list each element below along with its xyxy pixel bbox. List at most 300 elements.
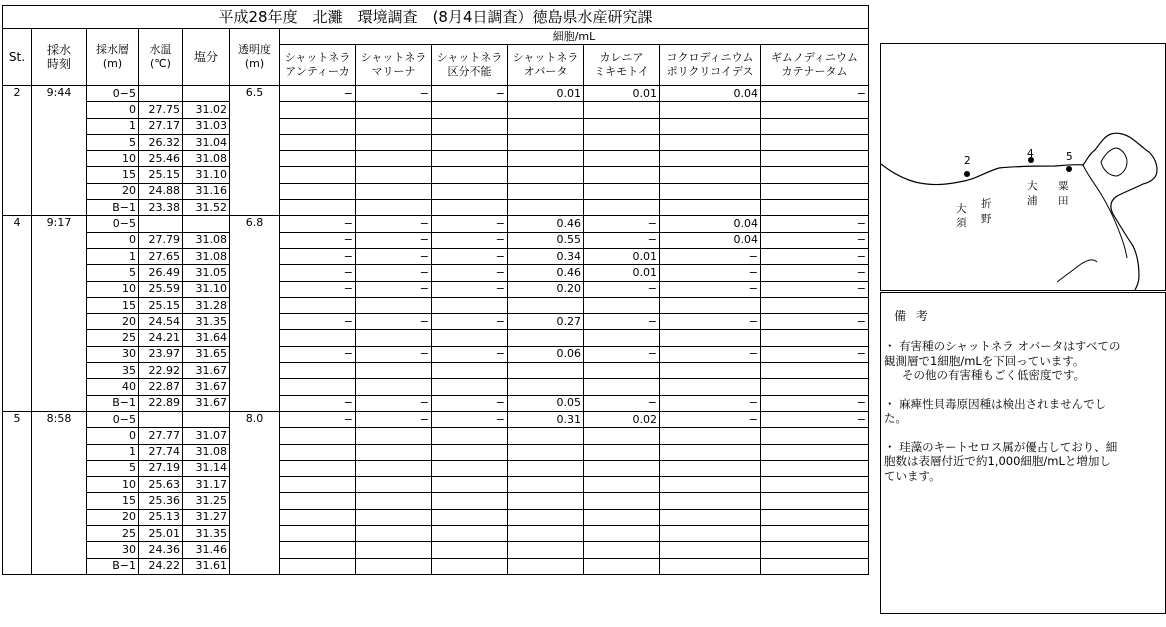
cell-count <box>660 558 761 574</box>
col-header-time <box>32 29 87 86</box>
cell-count <box>356 379 432 395</box>
temp-cell: 25.63 <box>139 477 183 493</box>
header-line: ポリクリコイデス <box>666 65 754 78</box>
cell-count: − <box>660 314 761 330</box>
cell-count: − <box>660 411 761 427</box>
cell-count: 0.34 <box>508 248 584 264</box>
cell-count: − <box>761 232 869 248</box>
salinity-cell: 31.67 <box>183 363 230 379</box>
cell-count <box>356 200 432 216</box>
cell-count <box>280 102 356 118</box>
salinity-cell: 31.08 <box>183 151 230 167</box>
header-line: 透明度 <box>238 43 271 56</box>
cell-count <box>584 297 660 313</box>
col-header-temp <box>139 29 183 86</box>
cell-count <box>660 460 761 476</box>
cell-count: − <box>356 281 432 297</box>
depth-cell: B−1 <box>87 558 139 574</box>
cell-count: − <box>584 395 660 411</box>
cell-count: − <box>356 411 432 427</box>
cell-count <box>280 558 356 574</box>
cell-count <box>432 118 508 134</box>
sampling-time: 9:44 <box>32 86 87 216</box>
depth-cell: 0 <box>87 232 139 248</box>
cell-count <box>508 363 584 379</box>
cell-count <box>660 477 761 493</box>
cell-count <box>432 151 508 167</box>
cell-count <box>761 379 869 395</box>
station-marker-5 <box>1066 166 1072 172</box>
table-row <box>3 200 869 216</box>
cell-count: − <box>432 248 508 264</box>
col-header-species <box>508 45 584 86</box>
cell-count <box>660 493 761 509</box>
cell-count <box>584 428 660 444</box>
header-line: 水温 <box>149 43 172 56</box>
salinity-cell: 31.08 <box>183 248 230 264</box>
depth-cell: 15 <box>87 167 139 183</box>
cell-count <box>660 428 761 444</box>
cell-count <box>356 297 432 313</box>
salinity-cell: 31.52 <box>183 200 230 216</box>
cell-count: 0.01 <box>584 248 660 264</box>
cell-count <box>584 118 660 134</box>
header-line: シャットネラ <box>512 51 579 64</box>
remarks-title: 備 考 <box>894 309 931 323</box>
cell-count <box>584 542 660 558</box>
salinity-cell: 31.28 <box>183 297 230 313</box>
table-row <box>3 379 869 395</box>
temp-cell: 22.87 <box>139 379 183 395</box>
salinity-cell <box>183 411 230 427</box>
cell-count <box>356 558 432 574</box>
cell-count <box>508 460 584 476</box>
salinity-cell: 31.61 <box>183 558 230 574</box>
salinity-cell: 31.65 <box>183 346 230 362</box>
cell-count <box>761 444 869 460</box>
table-row <box>3 232 869 248</box>
depth-cell: 15 <box>87 297 139 313</box>
coastline-map <box>881 44 1165 290</box>
header-line: 採水層 <box>96 43 129 56</box>
table-row <box>3 460 869 476</box>
depth-cell: 10 <box>87 281 139 297</box>
salinity-cell: 31.05 <box>183 265 230 281</box>
cell-count <box>508 200 584 216</box>
cell-count <box>508 183 584 199</box>
station-label: 4 <box>1027 148 1034 160</box>
place-char: 田 <box>1058 195 1069 207</box>
cell-count <box>508 297 584 313</box>
cell-count <box>432 477 508 493</box>
cell-count <box>508 509 584 525</box>
remark-line: 観測層で1細胞/mLを下回っています。 <box>884 353 1085 368</box>
salinity-cell: 31.67 <box>183 379 230 395</box>
station-id: 4 <box>3 216 32 412</box>
cell-count <box>660 297 761 313</box>
header-line: カテナータム <box>781 65 848 78</box>
place-char: 大 <box>1027 180 1038 192</box>
cell-count: 0.04 <box>660 216 761 232</box>
transparency-cell: 8.0 <box>230 411 280 574</box>
cell-count <box>761 509 869 525</box>
cell-count <box>761 460 869 476</box>
table-row <box>3 216 869 232</box>
table-row <box>3 281 869 297</box>
cell-count <box>280 200 356 216</box>
table-row <box>3 248 869 264</box>
remark-line: 胞数は表層付近で約1,000細胞/mLと増加し <box>884 454 1111 468</box>
cell-count <box>280 526 356 542</box>
cell-count <box>584 477 660 493</box>
table-row <box>3 167 869 183</box>
station-label: 2 <box>964 155 971 167</box>
table-row <box>3 542 869 558</box>
header-line: カレニア <box>599 51 644 64</box>
cell-count: − <box>432 411 508 427</box>
col-header-transparency <box>230 29 280 86</box>
cell-count: − <box>761 411 869 427</box>
cell-count <box>761 134 869 150</box>
temp-cell: 27.79 <box>139 232 183 248</box>
cell-count <box>356 134 432 150</box>
cell-count: 0.01 <box>584 265 660 281</box>
temp-cell: 24.21 <box>139 330 183 346</box>
cell-count <box>584 134 660 150</box>
place-char: 野 <box>981 213 992 225</box>
cell-count <box>761 526 869 542</box>
header-line: (m) <box>244 57 265 70</box>
cell-count <box>280 542 356 558</box>
remarks-body <box>884 339 1160 497</box>
cell-count <box>584 558 660 574</box>
temp-cell <box>139 411 183 427</box>
cell-count: − <box>660 346 761 362</box>
cell-count <box>761 428 869 444</box>
temp-cell <box>139 86 183 102</box>
depth-cell: 5 <box>87 460 139 476</box>
cell-count: − <box>761 314 869 330</box>
header-line: オバータ <box>523 65 568 78</box>
remark-line: ています。 <box>884 468 941 483</box>
cell-count <box>356 526 432 542</box>
temp-cell: 25.59 <box>139 281 183 297</box>
cell-count: − <box>761 281 869 297</box>
temp-cell: 25.01 <box>139 526 183 542</box>
temp-cell: 25.13 <box>139 509 183 525</box>
station-marker-2 <box>964 171 970 177</box>
cell-count <box>356 444 432 460</box>
station-id: 2 <box>3 86 32 216</box>
cell-count <box>356 493 432 509</box>
cell-count <box>280 477 356 493</box>
cell-count <box>432 444 508 460</box>
cell-count <box>761 200 869 216</box>
salinity-cell <box>183 216 230 232</box>
cell-count <box>584 330 660 346</box>
depth-cell: 35 <box>87 363 139 379</box>
salinity-cell: 31.08 <box>183 444 230 460</box>
cell-count <box>508 167 584 183</box>
cell-count: − <box>356 395 432 411</box>
cell-count <box>356 330 432 346</box>
table-row <box>3 265 869 281</box>
cell-count <box>356 118 432 134</box>
salinity-cell: 31.10 <box>183 167 230 183</box>
depth-cell: 15 <box>87 493 139 509</box>
cell-count <box>584 200 660 216</box>
cell-count: − <box>432 216 508 232</box>
salinity-cell: 31.64 <box>183 330 230 346</box>
cell-count: − <box>584 281 660 297</box>
depth-cell: 0−5 <box>87 86 139 102</box>
cell-count <box>508 477 584 493</box>
coastline-inner <box>1083 165 1127 258</box>
cell-count <box>660 379 761 395</box>
salinity-cell: 31.08 <box>183 232 230 248</box>
table-row <box>3 183 869 199</box>
place-char: 須 <box>956 217 967 229</box>
table-row <box>3 118 869 134</box>
cell-count <box>660 134 761 150</box>
header-line: 区分不能 <box>447 65 492 78</box>
header-line: コクロディニウム <box>666 51 754 64</box>
cell-count: − <box>660 281 761 297</box>
cell-count <box>356 102 432 118</box>
cell-count: − <box>432 281 508 297</box>
table-row <box>3 102 869 118</box>
cell-count: − <box>432 265 508 281</box>
cell-count <box>280 297 356 313</box>
cell-count <box>432 542 508 558</box>
cell-count <box>584 102 660 118</box>
cell-count: 0.04 <box>660 232 761 248</box>
depth-cell: 0−5 <box>87 411 139 427</box>
cell-count <box>280 183 356 199</box>
cell-count <box>280 330 356 346</box>
cell-count: 0.01 <box>508 86 584 102</box>
cell-count: − <box>432 314 508 330</box>
cell-count: − <box>660 248 761 264</box>
depth-cell: B−1 <box>87 395 139 411</box>
cell-count <box>660 542 761 558</box>
temp-cell: 27.19 <box>139 460 183 476</box>
cell-count <box>761 493 869 509</box>
cell-count: − <box>584 346 660 362</box>
sampling-time: 8:58 <box>32 411 87 574</box>
cell-count <box>508 542 584 558</box>
cell-count <box>508 134 584 150</box>
table-row <box>3 395 869 411</box>
cell-count: − <box>584 314 660 330</box>
cell-count: − <box>356 86 432 102</box>
temp-cell: 27.65 <box>139 248 183 264</box>
salinity-cell: 31.07 <box>183 428 230 444</box>
table-row <box>3 151 869 167</box>
cell-count <box>432 526 508 542</box>
cell-count <box>660 118 761 134</box>
cell-count <box>356 151 432 167</box>
cell-count <box>584 509 660 525</box>
station-map <box>880 43 1166 291</box>
cell-count <box>508 493 584 509</box>
cell-count <box>660 444 761 460</box>
cell-count <box>432 509 508 525</box>
salinity-cell: 31.16 <box>183 183 230 199</box>
remark-line: ・ 有害種のシャットネラ オバータはすべての <box>884 339 1121 353</box>
cell-count <box>584 493 660 509</box>
cell-count: − <box>280 395 356 411</box>
cell-count: − <box>761 86 869 102</box>
cell-count <box>660 526 761 542</box>
salinity-cell: 31.35 <box>183 526 230 542</box>
island <box>1101 148 1127 176</box>
depth-cell: 10 <box>87 151 139 167</box>
cell-count: − <box>432 346 508 362</box>
cell-count <box>584 444 660 460</box>
cell-count: − <box>356 232 432 248</box>
temp-cell: 27.74 <box>139 444 183 460</box>
cell-count <box>660 200 761 216</box>
salinity-cell: 31.35 <box>183 314 230 330</box>
table-row <box>3 86 869 102</box>
cell-count: − <box>761 395 869 411</box>
place-char: 粟 <box>1058 180 1069 192</box>
station-id: 5 <box>3 411 32 574</box>
cell-count <box>280 379 356 395</box>
cell-count <box>508 428 584 444</box>
cell-count <box>761 183 869 199</box>
cell-count: 0.06 <box>508 346 584 362</box>
cell-count: − <box>280 346 356 362</box>
cell-count <box>356 477 432 493</box>
temp-cell: 27.17 <box>139 118 183 134</box>
temp-cell: 25.46 <box>139 151 183 167</box>
cell-count <box>660 183 761 199</box>
table-row <box>3 509 869 525</box>
header-line: ミキモトイ <box>594 65 649 78</box>
title-row <box>3 6 869 29</box>
table-row <box>3 526 869 542</box>
cell-count <box>584 526 660 542</box>
table-row <box>3 558 869 574</box>
col-header-salinity: 塩分 <box>183 29 230 86</box>
cell-count <box>432 363 508 379</box>
cell-count: − <box>280 314 356 330</box>
cell-count: 0.05 <box>508 395 584 411</box>
depth-cell: 1 <box>87 118 139 134</box>
cell-count <box>660 102 761 118</box>
depth-cell: 30 <box>87 346 139 362</box>
cell-count: 0.27 <box>508 314 584 330</box>
cell-count <box>280 151 356 167</box>
temp-cell: 25.15 <box>139 297 183 313</box>
depth-cell: 0 <box>87 102 139 118</box>
cell-count <box>356 183 432 199</box>
transparency-cell: 6.8 <box>230 216 280 412</box>
salinity-cell: 31.17 <box>183 477 230 493</box>
col-header-species <box>432 45 508 86</box>
cell-count: − <box>432 86 508 102</box>
cell-count <box>432 558 508 574</box>
temp-cell: 24.54 <box>139 314 183 330</box>
cell-count: − <box>280 216 356 232</box>
cell-count <box>761 477 869 493</box>
table-row <box>3 297 869 313</box>
table-row <box>3 411 869 427</box>
cell-count: − <box>761 248 869 264</box>
col-header-species <box>584 45 660 86</box>
cell-count <box>432 297 508 313</box>
salinity-cell: 31.14 <box>183 460 230 476</box>
remark-line: た。 <box>884 411 907 425</box>
table-row <box>3 428 869 444</box>
remark-line: その他の有害種もごく低密度です。 <box>902 368 1086 382</box>
temp-cell: 24.36 <box>139 542 183 558</box>
cell-count <box>660 167 761 183</box>
cell-count <box>508 526 584 542</box>
temp-cell: 24.88 <box>139 183 183 199</box>
cell-count <box>761 297 869 313</box>
cell-count: − <box>280 248 356 264</box>
cell-count <box>508 379 584 395</box>
cell-count: − <box>280 232 356 248</box>
cell-count: − <box>280 281 356 297</box>
cell-count <box>280 493 356 509</box>
cell-count <box>508 558 584 574</box>
cell-count <box>280 444 356 460</box>
depth-cell: 5 <box>87 134 139 150</box>
table-row <box>3 444 869 460</box>
cell-count <box>432 493 508 509</box>
cell-count <box>280 167 356 183</box>
cell-count: − <box>660 395 761 411</box>
salinity-cell: 31.67 <box>183 395 230 411</box>
cell-count <box>356 460 432 476</box>
cell-count <box>660 330 761 346</box>
salinity-cell: 31.25 <box>183 493 230 509</box>
temp-cell: 22.92 <box>139 363 183 379</box>
col-header-species <box>280 45 356 86</box>
cell-count: − <box>356 216 432 232</box>
cell-count <box>761 542 869 558</box>
temp-cell: 24.22 <box>139 558 183 574</box>
cell-count <box>356 363 432 379</box>
cell-count <box>280 118 356 134</box>
cell-count <box>660 363 761 379</box>
cell-count: − <box>761 265 869 281</box>
cell-count <box>432 460 508 476</box>
cell-count: 0.02 <box>584 411 660 427</box>
transparency-cell: 6.5 <box>230 86 280 216</box>
table-row <box>3 477 869 493</box>
survey-table <box>2 5 869 575</box>
temp-cell: 22.89 <box>139 395 183 411</box>
remark-item <box>884 397 1160 426</box>
depth-cell: 10 <box>87 477 139 493</box>
temp-cell: 25.36 <box>139 493 183 509</box>
cell-count <box>584 379 660 395</box>
cell-count <box>660 509 761 525</box>
cell-count <box>761 558 869 574</box>
salinity-cell: 31.02 <box>183 102 230 118</box>
cell-count <box>356 428 432 444</box>
cell-count: − <box>356 265 432 281</box>
header-line: マリーナ <box>371 65 416 78</box>
cell-count <box>432 428 508 444</box>
cell-count <box>432 379 508 395</box>
coastline <box>881 133 1157 290</box>
